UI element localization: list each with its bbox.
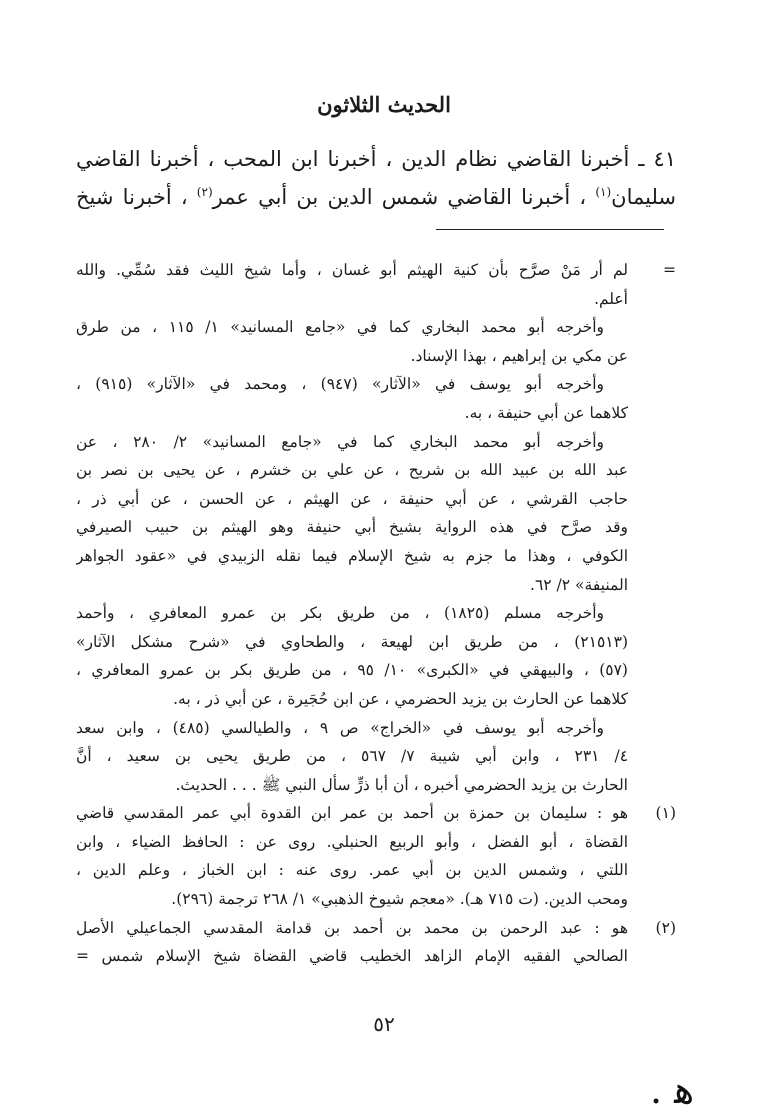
note-line: الكوفي ، وهذا ما جزم به شيخ الإسلام فيما نقله الزبيدي في «عقود الجواهر xyxy=(76,546,628,565)
note-line: كلاهما عن أبي حنيفة ، به. xyxy=(464,403,628,422)
note-line: أعلم. xyxy=(594,289,628,308)
footnote-1 xyxy=(76,799,676,913)
footnote-ref-2[interactable]: (٢) xyxy=(196,185,213,199)
note-line: هو : سليمان بن حمزة بن أحمد بن عمر ابن القدوة أبي عمر المقدسي قاضي xyxy=(76,804,628,823)
note-line: هو : عبد الرحمن بن محمد بن أحمد بن قدامة المقدسي الجماعيلي الأصل xyxy=(76,918,628,937)
main-text xyxy=(76,140,676,216)
footnote-separator xyxy=(436,229,664,230)
main-text-segment: سليمان xyxy=(611,185,676,209)
note-line: ٤/ ٢٣١ ، وابن أبي شيبة ٧/ ٥٦٧ ، من طريق يحيى بن سعيد ، أنَّ xyxy=(76,747,628,766)
note-line: لم أر مَنْ صرَّح بأن كنية الهيثم أبو غسان ، وأما شيخ الليث فقد سُمِّي. والله xyxy=(76,261,628,279)
note-line: عن مكي بن إبراهيم ، بهذا الإسناد. xyxy=(410,346,628,365)
footnote-2-marker: (٢) xyxy=(655,918,676,937)
note-line: وأخرجه أبو يوسف في «الآثار» (٩٤٧) ، ومحمد في «الآثار» (٩١٥) ، xyxy=(76,375,604,394)
continued-note xyxy=(76,256,676,799)
note-line: الصالحي الفقيه الإمام الزاهد الخطيب قاضي القضاة شيخ الإسلام شمس = xyxy=(76,947,628,966)
footnotes xyxy=(76,256,676,971)
main-text-segment: ، أخبرنا شيخ xyxy=(76,185,197,209)
continuation-marker: = xyxy=(663,261,676,279)
note-line: (٥٧) ، والبيهقي في «الكبرى» ١٠/ ٩٥ ، من طريق بكر بن عمرو المعافري ، xyxy=(76,661,628,680)
note-line: وأخرجه أبو محمد البخاري كما في «جامع المسانيد» ٢/ ٢٨٠ ، عن xyxy=(76,432,604,451)
handwritten-mark: ﻫ . xyxy=(650,1068,695,1112)
note-line: (٢١٥١٣) ، من طريق ابن لهيعة ، والطحاوي في «شرح مشكل الآثار» xyxy=(76,632,628,651)
note-line: الحارث بن يزيد الحضرمي أخبره ، أن أبا ذرٍّ سأل النبي ﷺ . . . الحديث. xyxy=(175,775,628,794)
main-text-line-2 xyxy=(76,178,676,216)
note-line: كلاهما عن الحارث بن يزيد الحضرمي ، عن ابن حُجَيرة ، عن أبي ذر ، به. xyxy=(173,689,628,708)
note-line: اللتي ، وشمس الدين بن أبي عمر. روى عنه : ابن الخباز ، وعلم الدين ، xyxy=(76,861,628,880)
note-line: ومحب الدين. (ت ٧١٥ هـ). «معجم شيوخ الذهبي» ١/ ٢٦٨ ترجمة (٢٩٦). xyxy=(171,890,628,909)
hadith-heading: الحديث الثلاثون xyxy=(317,92,451,117)
note-line: وأخرجه أبو يوسف في «الخراج» ص ٩ ، والطيالسي (٤٨٥) ، وابن سعد xyxy=(76,718,605,737)
footnote-2 xyxy=(76,914,676,971)
note-line: القضاة ، أبو الفضل ، وأبو الربيع الحنبلي. روى عن : الحافظ الضياء ، وابن xyxy=(76,832,628,851)
footnote-ref-1[interactable]: (١) xyxy=(595,185,612,199)
footnote-1-marker: (١) xyxy=(655,804,676,823)
page-number: ٥٢ xyxy=(373,1012,395,1036)
note-line: وأخرجه أبو محمد البخاري كما في «جامع المسانيد» ١/ ١١٥ ، من طرق xyxy=(76,318,604,337)
main-text-segment: ، أخبرنا القاضي شمس الدين بن أبي عمر xyxy=(212,185,596,209)
note-line: حاجب القرشي ، عن أبي حنيفة ، عن الهيثم ، عن الحسن ، عن أبي ذر ، xyxy=(76,489,628,508)
note-line: وأخرجه مسلم (١٨٢٥) ، من طريق بكر بن عمرو المعافري ، وأحمد xyxy=(76,604,604,623)
note-line: وقد صرَّح في هذه الرواية بشيخ أبي حنيفة وهو الهيثم بن حبيب الصيرفي xyxy=(76,518,628,537)
main-text-line-1: ٤١ ـ أخبرنا القاضي نظام الدين ، أخبرنا ابن المحب ، أخبرنا القاضي xyxy=(76,147,676,171)
note-line: عبد الله بن عبيد الله بن شريح ، عن علي بن خشرم ، عن يحيى بن نصر بن xyxy=(76,461,628,480)
note-line: المنيفة» ٢/ ٦٢. xyxy=(530,575,628,594)
